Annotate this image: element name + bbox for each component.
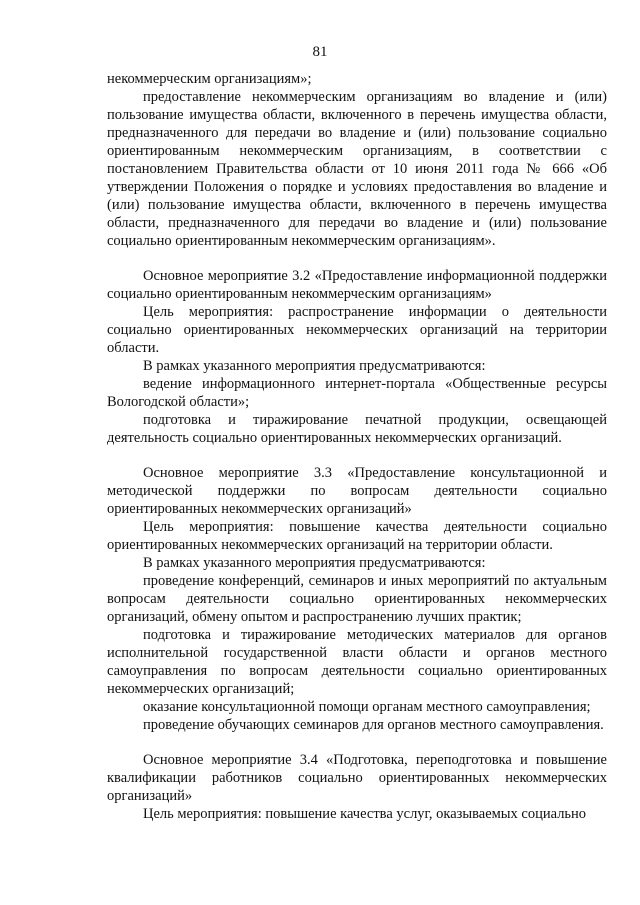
- heading-measure-3-3: Основное мероприятие 3.3 «Предоставление консультационной и методической поддержки по вопросам деятельности социально ориентированных некоммерческих организаций»: [107, 465, 607, 517]
- paragraph-goal-3-3: Цель мероприятия: повышение качества деятельности социально ориентированных некоммерческих организаций на территории области.: [107, 519, 607, 553]
- list-item-methodical-materials: подготовка и тиражирование методических материалов для органов исполнительной государственной власти области и органов местного самоуправления по вопросам деятельности социально ориентированных некоммерческих организаций;: [107, 627, 607, 697]
- list-item-conferences: проведение конференций, семинаров и иных мероприятий по актуальным вопросам деятельности социально ориентированных некоммерческих организаций, обмену опытом и распространению лучших практик;: [107, 573, 607, 625]
- list-item-portal: ведение информационного интернет-портала «Общественные ресурсы Вологодской области»;: [107, 376, 607, 410]
- heading-measure-3-2: Основное мероприятие 3.2 «Предоставление информационной поддержки социально ориентированным некоммерческим организациям»: [107, 268, 607, 302]
- section-gap: [107, 447, 607, 464]
- paragraph-goal-3-4: Цель мероприятия: повышение качества услуг, оказываемых социально: [143, 806, 587, 822]
- paragraph-goal-3-2: Цель мероприятия: распространение информации о деятельности социально ориентированных некоммерческих организаций на территории области.: [107, 304, 607, 356]
- section-gap: [107, 250, 607, 267]
- list-item-printing: подготовка и тиражирование печатной продукции, освещающей деятельность социально ориентированных некоммерческих организаций.: [107, 412, 607, 446]
- section-gap: [107, 734, 607, 751]
- heading-measure-3-4: Основное мероприятие 3.4 «Подготовка, переподготовка и повышение квалификации работников социально ориентированных некоммерческих организаций»: [107, 752, 607, 804]
- paragraph-scope-3-2: В рамках указанного мероприятия предусматриваются:: [143, 358, 486, 374]
- paragraph-scope-3-3: В рамках указанного мероприятия предусматриваются:: [143, 555, 486, 571]
- page-number: 81: [312, 44, 328, 60]
- document-body: [107, 70, 607, 823]
- list-item-consulting: оказание консультационной помощи органам местного самоуправления;: [143, 699, 591, 715]
- paragraph-continuation: некоммерческим организациям»;: [107, 71, 312, 87]
- paragraph-property-provision: предоставление некоммерческим организациям во владение и (или) пользование имущества области, включенного в перечень имущества области, предназначенного для передачи во владение и (или) пользование социально ориентированным некоммерческим организациям, в соответствии с постановлением Правительства области от 10 июня 2011 года № 666 «Об утверждении Положения о порядке и условиях предоставления во владение и (или) пользование имущества области, включенного в перечень имущества области, предназначенного для передачи во владение и (или) пользование социально ориентированным некоммерческим организациям».: [107, 89, 607, 249]
- list-item-seminars: проведение обучающих семинаров для органов местного самоуправления.: [143, 717, 604, 733]
